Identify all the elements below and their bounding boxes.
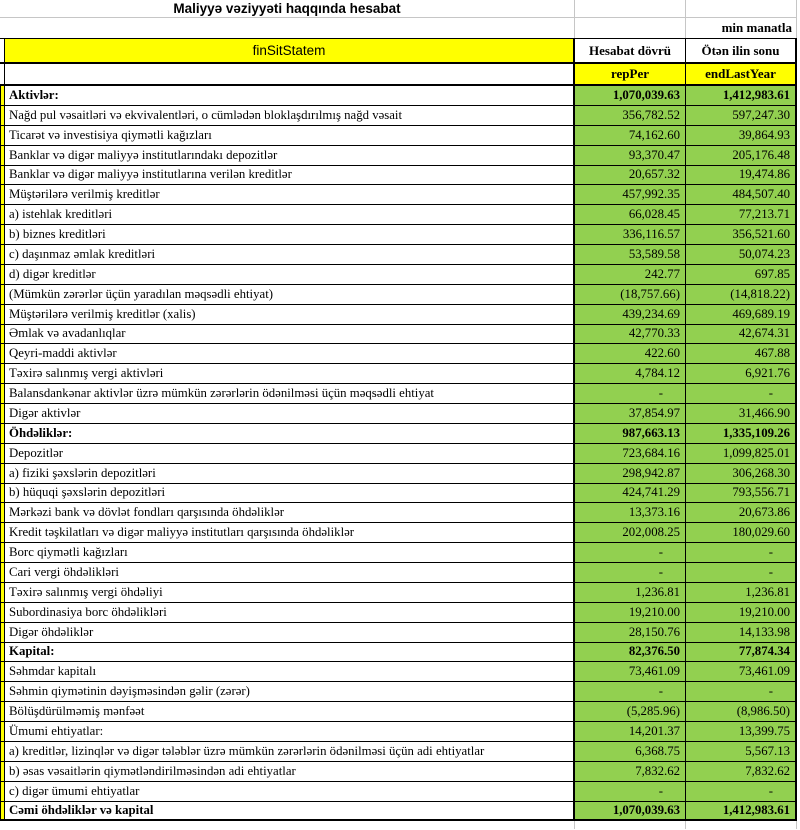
- value-cell-reporting-period[interactable]: -: [575, 782, 686, 802]
- gridline-cell: [575, 821, 686, 829]
- value-cell-reporting-period[interactable]: -: [575, 543, 686, 563]
- value-cell-end-last-year[interactable]: 5,567.13: [686, 742, 797, 762]
- row-label-cell[interactable]: Banklar və digər maliyyə institutlarına verilən kreditlər: [5, 166, 575, 186]
- row-label-cell[interactable]: Səhmdar kapitalı: [5, 662, 575, 682]
- value-cell-end-last-year[interactable]: 1,412,983.61: [686, 86, 797, 106]
- value-cell-reporting-period[interactable]: 28,150.76: [575, 623, 686, 643]
- value-cell-end-last-year[interactable]: 73,461.09: [686, 662, 797, 682]
- value-cell-reporting-period[interactable]: 93,370.47: [575, 146, 686, 166]
- value-cell-reporting-period[interactable]: 20,657.32: [575, 166, 686, 186]
- value-cell-end-last-year[interactable]: 39,864.93: [686, 126, 797, 146]
- row-label-cell[interactable]: Səhmin qiymətinin dəyişməsindən gəlir (zərər): [5, 682, 575, 702]
- value-cell-reporting-period[interactable]: 66,028.45: [575, 205, 686, 225]
- unit-note-cell[interactable]: [686, 18, 797, 38]
- value-cell-end-last-year[interactable]: 1,236.81: [686, 583, 797, 603]
- value-cell-end-last-year[interactable]: 793,556.71: [686, 484, 797, 504]
- row-label-cell[interactable]: Subordinasiya borc öhdəlikləri: [5, 603, 575, 623]
- value-cell-reporting-period[interactable]: 53,589.58: [575, 245, 686, 265]
- value-cell-reporting-period[interactable]: 1,070,039.63: [575, 802, 686, 822]
- gridline-cell: [686, 821, 797, 829]
- gridline-tail-row: [0, 821, 797, 829]
- col-code-endlastyear[interactable]: endLastYear: [686, 64, 797, 86]
- value-cell-end-last-year[interactable]: 19,210.00: [686, 603, 797, 623]
- table-header-row-2: [0, 64, 797, 86]
- row-label-cell[interactable]: b) əsas vəsaitlərin qiymətləndirilməsindən adi ehtiyatlar: [5, 762, 575, 782]
- row-label-cell[interactable]: Kapital:: [5, 643, 575, 663]
- value-cell-end-last-year[interactable]: (8,986.50): [686, 702, 797, 722]
- row-label-cell[interactable]: Borc qiymətli kağızları: [5, 543, 575, 563]
- value-cell-reporting-period[interactable]: 74,162.60: [575, 126, 686, 146]
- value-cell-reporting-period[interactable]: 422.60: [575, 344, 686, 364]
- row-label-cell[interactable]: Kredit təşkilatları və digər maliyyə institutları qarşısında öhdəliklər: [5, 523, 575, 543]
- value-cell-reporting-period[interactable]: 1,236.81: [575, 583, 686, 603]
- value-cell-end-last-year[interactable]: 42,674.31: [686, 325, 797, 345]
- row-label-cell[interactable]: Bölüşdürülməmiş mənfəət: [5, 702, 575, 722]
- value-cell-end-last-year[interactable]: 6,921.76: [686, 364, 797, 384]
- gridline-cell: [575, 18, 686, 38]
- page-title: Maliyyə vəziyyəti haqqında hesabat: [173, 1, 401, 16]
- row-label-cell[interactable]: Mərkəzi bank və dövlət fondları qarşısında öhdəliklər: [5, 503, 575, 523]
- value-cell-end-last-year[interactable]: 31,466.90: [686, 404, 797, 424]
- value-cell-reporting-period[interactable]: (5,285.96): [575, 702, 686, 722]
- value-cell-end-last-year[interactable]: 1,335,109.26: [686, 424, 797, 444]
- value-cell-reporting-period[interactable]: 4,784.12: [575, 364, 686, 384]
- value-cell-end-last-year[interactable]: 306,268.30: [686, 464, 797, 484]
- value-cell-end-last-year[interactable]: 467.88: [686, 344, 797, 364]
- value-cell-end-last-year[interactable]: 1,099,825.01: [686, 444, 797, 464]
- table-body: [0, 86, 797, 821]
- value-cell-end-last-year[interactable]: 50,074.23: [686, 245, 797, 265]
- value-cell-reporting-period[interactable]: 7,832.62: [575, 762, 686, 782]
- row-label-cell[interactable]: a) kreditlər, lizinqlər və digər tələblər üzrə mümkün zərərlərin ödənilməsi üçün adi ehtiyatlar: [5, 742, 575, 762]
- value-cell-end-last-year[interactable]: 20,673.86: [686, 503, 797, 523]
- value-cell-end-last-year[interactable]: 697.85: [686, 265, 797, 285]
- value-cell-end-last-year[interactable]: 356,521.60: [686, 225, 797, 245]
- value-cell-reporting-period[interactable]: 202,008.25: [575, 523, 686, 543]
- row-label-cell[interactable]: a) fiziki şəxslərin depozitləri: [5, 464, 575, 484]
- row-label-cell[interactable]: Cəmi öhdəliklər və kapital: [5, 802, 575, 822]
- value-cell-reporting-period[interactable]: 987,663.13: [575, 424, 686, 444]
- gridline-cell: [0, 18, 575, 38]
- value-cell-reporting-period[interactable]: 42,770.33: [575, 325, 686, 345]
- row-label-cell[interactable]: Əmlak və avadanlıqlar: [5, 325, 575, 345]
- row-label-cell[interactable]: Balansdankənar aktivlər üzrə mümkün zərərlərin ödənilməsi üçün məqsədli ehtiyat: [5, 384, 575, 404]
- unit-note: min manatla: [721, 20, 792, 35]
- row-label-cell[interactable]: Təxirə salınmış vergi aktivləri: [5, 364, 575, 384]
- value-cell-reporting-period[interactable]: 82,376.50: [575, 643, 686, 663]
- value-cell-end-last-year[interactable]: 13,399.75: [686, 722, 797, 742]
- value-cell-end-last-year[interactable]: -: [686, 384, 797, 404]
- row-label-cell[interactable]: Cari vergi öhdəlikləri: [5, 563, 575, 583]
- value-cell-reporting-period[interactable]: 37,854.97: [575, 404, 686, 424]
- row-label-cell[interactable]: Təxirə salınmış vergi öhdəliyi: [5, 583, 575, 603]
- row-label-cell[interactable]: (Mümkün zərərlər üçün yaradılan məqsədli ehtiyat): [5, 285, 575, 305]
- value-cell-reporting-period[interactable]: 1,070,039.63: [575, 86, 686, 106]
- value-cell-end-last-year[interactable]: 597,247.30: [686, 106, 797, 126]
- gridline-cell: [686, 0, 797, 18]
- row-label-cell[interactable]: Depozitlər: [5, 444, 575, 464]
- value-cell-end-last-year[interactable]: 1,412,983.61: [686, 802, 797, 822]
- value-cell-end-last-year[interactable]: 14,133.98: [686, 623, 797, 643]
- row-label-cell[interactable]: Digər öhdəliklər: [5, 623, 575, 643]
- value-cell-reporting-period[interactable]: 356,782.52: [575, 106, 686, 126]
- row-label-cell[interactable]: b) biznes kreditləri: [5, 225, 575, 245]
- value-cell-end-last-year[interactable]: 77,874.34: [686, 643, 797, 663]
- value-cell-reporting-period[interactable]: 14,201.37: [575, 722, 686, 742]
- row-label-cell[interactable]: Müştərilərə verilmiş kreditlər: [5, 185, 575, 205]
- value-cell-reporting-period[interactable]: (18,757.66): [575, 285, 686, 305]
- value-cell-end-last-year[interactable]: -: [686, 782, 797, 802]
- row-label-cell[interactable]: c) digər ümumi ehtiyatlar: [5, 782, 575, 802]
- gridline-cell: [575, 0, 686, 18]
- row-label-cell[interactable]: Digər aktivlər: [5, 404, 575, 424]
- title-cell: [0, 0, 575, 18]
- value-cell-reporting-period[interactable]: 13,373.16: [575, 503, 686, 523]
- row-label-cell[interactable]: a) istehlak kreditləri: [5, 205, 575, 225]
- row-label-cell[interactable]: Qeyri-maddi aktivlər: [5, 344, 575, 364]
- gridline-cell: [0, 821, 575, 829]
- value-cell-reporting-period[interactable]: 298,942.87: [575, 464, 686, 484]
- value-cell-reporting-period[interactable]: -: [575, 682, 686, 702]
- value-cell-reporting-period[interactable]: 73,461.09: [575, 662, 686, 682]
- table-header-row-1: [0, 38, 797, 64]
- row-label-cell[interactable]: d) digər kreditlər: [5, 265, 575, 285]
- row-label-cell[interactable]: c) daşınmaz əmlak kreditləri: [5, 245, 575, 265]
- table-name-header-cell[interactable]: finSitStatem: [5, 38, 575, 64]
- row-label-cell[interactable]: Ümumi ehtiyatlar:: [5, 722, 575, 742]
- value-cell-reporting-period[interactable]: 336,116.57: [575, 225, 686, 245]
- value-cell-reporting-period[interactable]: 424,741.29: [575, 484, 686, 504]
- value-cell-reporting-period[interactable]: -: [575, 384, 686, 404]
- value-cell-end-last-year[interactable]: -: [686, 682, 797, 702]
- col-code-repper[interactable]: repPer: [575, 64, 686, 86]
- value-cell-end-last-year[interactable]: -: [686, 563, 797, 583]
- value-cell-end-last-year[interactable]: (14,818.22): [686, 285, 797, 305]
- value-cell-reporting-period[interactable]: 19,210.00: [575, 603, 686, 623]
- value-cell-end-last-year[interactable]: 205,176.48: [686, 146, 797, 166]
- row-label-cell[interactable]: Ticarət və investisiya qiymətli kağızları: [5, 126, 575, 146]
- value-cell-end-last-year[interactable]: 469,689.19: [686, 305, 797, 325]
- col-header-end-last-year[interactable]: Ötən ilin sonu: [686, 38, 797, 64]
- empty-header-cell[interactable]: [5, 64, 575, 86]
- value-cell-end-last-year[interactable]: 77,213.71: [686, 205, 797, 225]
- value-cell-reporting-period[interactable]: 723,684.16: [575, 444, 686, 464]
- value-cell-end-last-year[interactable]: 7,832.62: [686, 762, 797, 782]
- title-row: [0, 0, 797, 18]
- value-cell-reporting-period[interactable]: 6,368.75: [575, 742, 686, 762]
- value-cell-end-last-year[interactable]: -: [686, 543, 797, 563]
- row-label-cell[interactable]: Müştərilərə verilmiş kreditlər (xalis): [5, 305, 575, 325]
- row-label-cell[interactable]: Öhdəliklər:: [5, 424, 575, 444]
- row-label-cell[interactable]: b) hüquqi şəxslərin depozitləri: [5, 484, 575, 504]
- value-cell-end-last-year[interactable]: 484,507.40: [686, 185, 797, 205]
- value-cell-reporting-period[interactable]: 457,992.35: [575, 185, 686, 205]
- value-cell-reporting-period[interactable]: -: [575, 563, 686, 583]
- row-label-cell[interactable]: Nağd pul vəsaitləri və ekvivalentləri, o cümlədən bloklaşdırılmış nağd vəsait: [5, 106, 575, 126]
- unit-row: [0, 18, 797, 38]
- value-cell-end-last-year[interactable]: 180,029.60: [686, 523, 797, 543]
- row-label-cell[interactable]: Aktivlər:: [5, 86, 575, 106]
- row-label-cell[interactable]: Banklar və digər maliyyə institutlarındakı depozitlər: [5, 146, 575, 166]
- value-cell-reporting-period[interactable]: 439,234.69: [575, 305, 686, 325]
- value-cell-end-last-year[interactable]: 19,474.86: [686, 166, 797, 186]
- value-cell-reporting-period[interactable]: 242.77: [575, 265, 686, 285]
- col-header-reporting-period[interactable]: Hesabat dövrü: [575, 38, 686, 64]
